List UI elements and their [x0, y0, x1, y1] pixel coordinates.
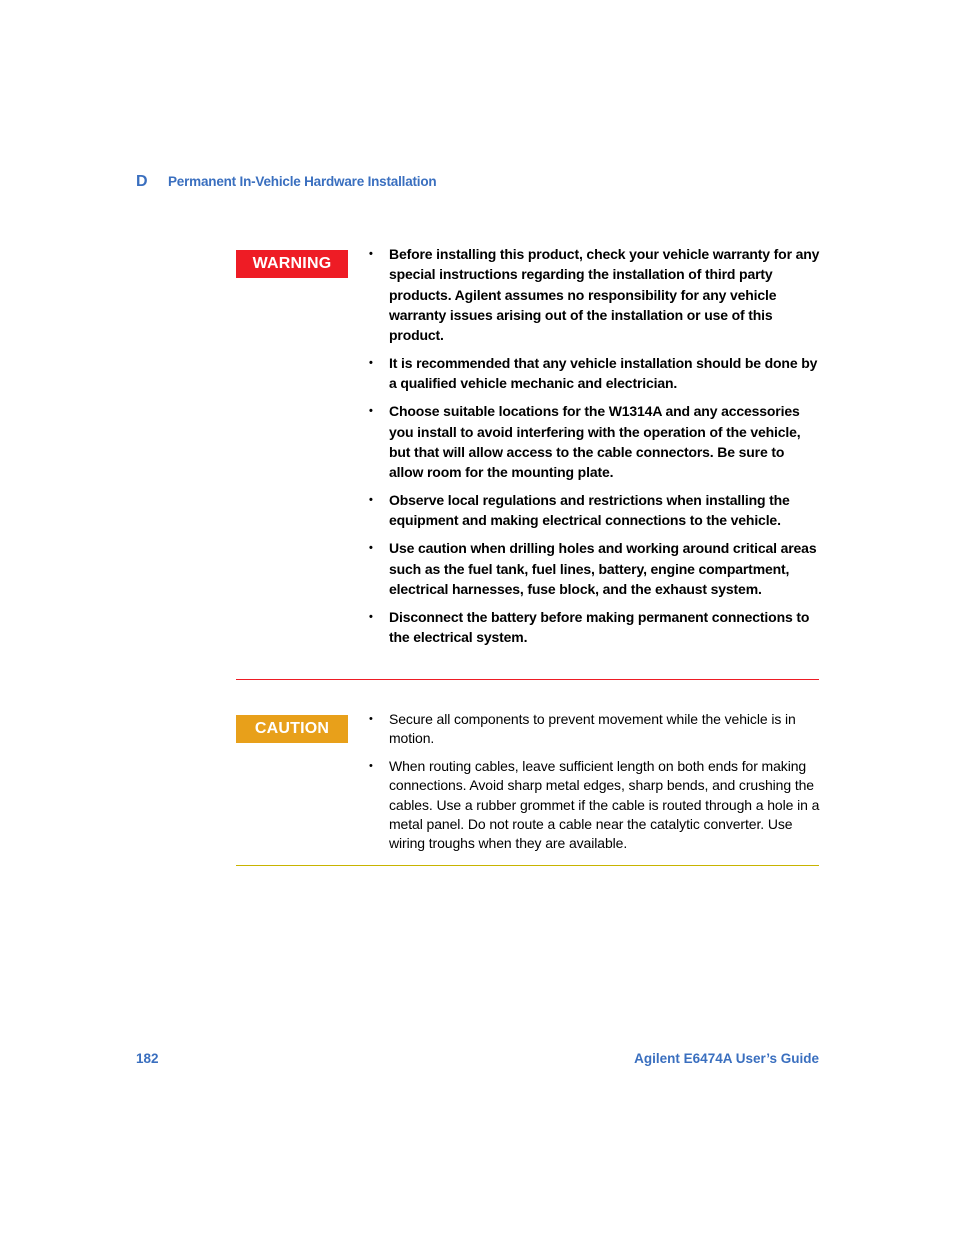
- caution-label: CAUTION: [236, 715, 348, 743]
- warning-item-text: Before installing this product, check your vehicle warranty for any special instructions regarding the installation of third party products. Agilent assumes no responsibility for any vehicle warranty issues arising out of the installation or use of this product.: [389, 246, 820, 344]
- warning-item-text: Disconnect the battery before making permanent connections to the electrical system.: [389, 608, 810, 646]
- caution-list: [366, 710, 822, 862]
- warning-item: [366, 490, 822, 531]
- warning-item: [366, 401, 822, 482]
- warning-divider: [236, 679, 819, 680]
- page-number: 182: [136, 1051, 159, 1066]
- warning-label: WARNING: [236, 250, 348, 278]
- warning-item: [366, 538, 822, 599]
- warning-item: [366, 353, 822, 394]
- bullet-icon: •: [369, 610, 373, 623]
- bullet-icon: •: [369, 542, 373, 555]
- warning-item: [366, 607, 822, 648]
- bullet-icon: •: [369, 405, 373, 418]
- caution-item: [366, 710, 822, 749]
- bullet-icon: •: [369, 357, 373, 370]
- caution-item: [366, 757, 822, 853]
- warning-item-text: Choose suitable locations for the W1314A and any accessories you install to avoid interfering with the operation of the vehicle, but that will allow access to the cable connectors. Be sure to allow room for the mounting plate.: [389, 403, 801, 481]
- caution-divider: [236, 865, 819, 866]
- warning-list: [366, 244, 822, 655]
- running-header: [136, 173, 436, 191]
- bullet-icon: •: [369, 760, 373, 773]
- guide-title: Agilent E6474A User’s Guide: [634, 1051, 819, 1066]
- bullet-icon: •: [369, 248, 373, 260]
- section-title: Permanent In-Vehicle Hardware Installation: [168, 174, 437, 189]
- warning-item-text: It is recommended that any vehicle installation should be done by a qualified vehicle mechanic and electrician.: [389, 355, 818, 392]
- warning-item: [366, 244, 822, 345]
- warning-item-text: Observe local regulations and restrictions when installing the equipment and making electrical connections to the vehicle.: [389, 492, 790, 529]
- appendix-letter: D: [136, 173, 148, 190]
- caution-item-text: Secure all components to prevent movement while the vehicle is in motion.: [389, 711, 796, 747]
- caution-item-text: When routing cables, leave sufficient length on both ends for making connections. Avoid sharp metal edges, sharp bends, and crushing the cables. Use a rubber grommet if the cable is routed through a hole in a metal panel. Do not route a cable near the catalytic converter. Use wiring troughs when they are available.: [389, 758, 820, 852]
- warning-item-text: Use caution when drilling holes and working around critical areas such as the fuel tank, fuel lines, battery, engine compartment, electrical harnesses, fuse block, and the exhaust system.: [389, 540, 817, 597]
- bullet-icon: •: [369, 713, 373, 725]
- bullet-icon: •: [369, 494, 373, 507]
